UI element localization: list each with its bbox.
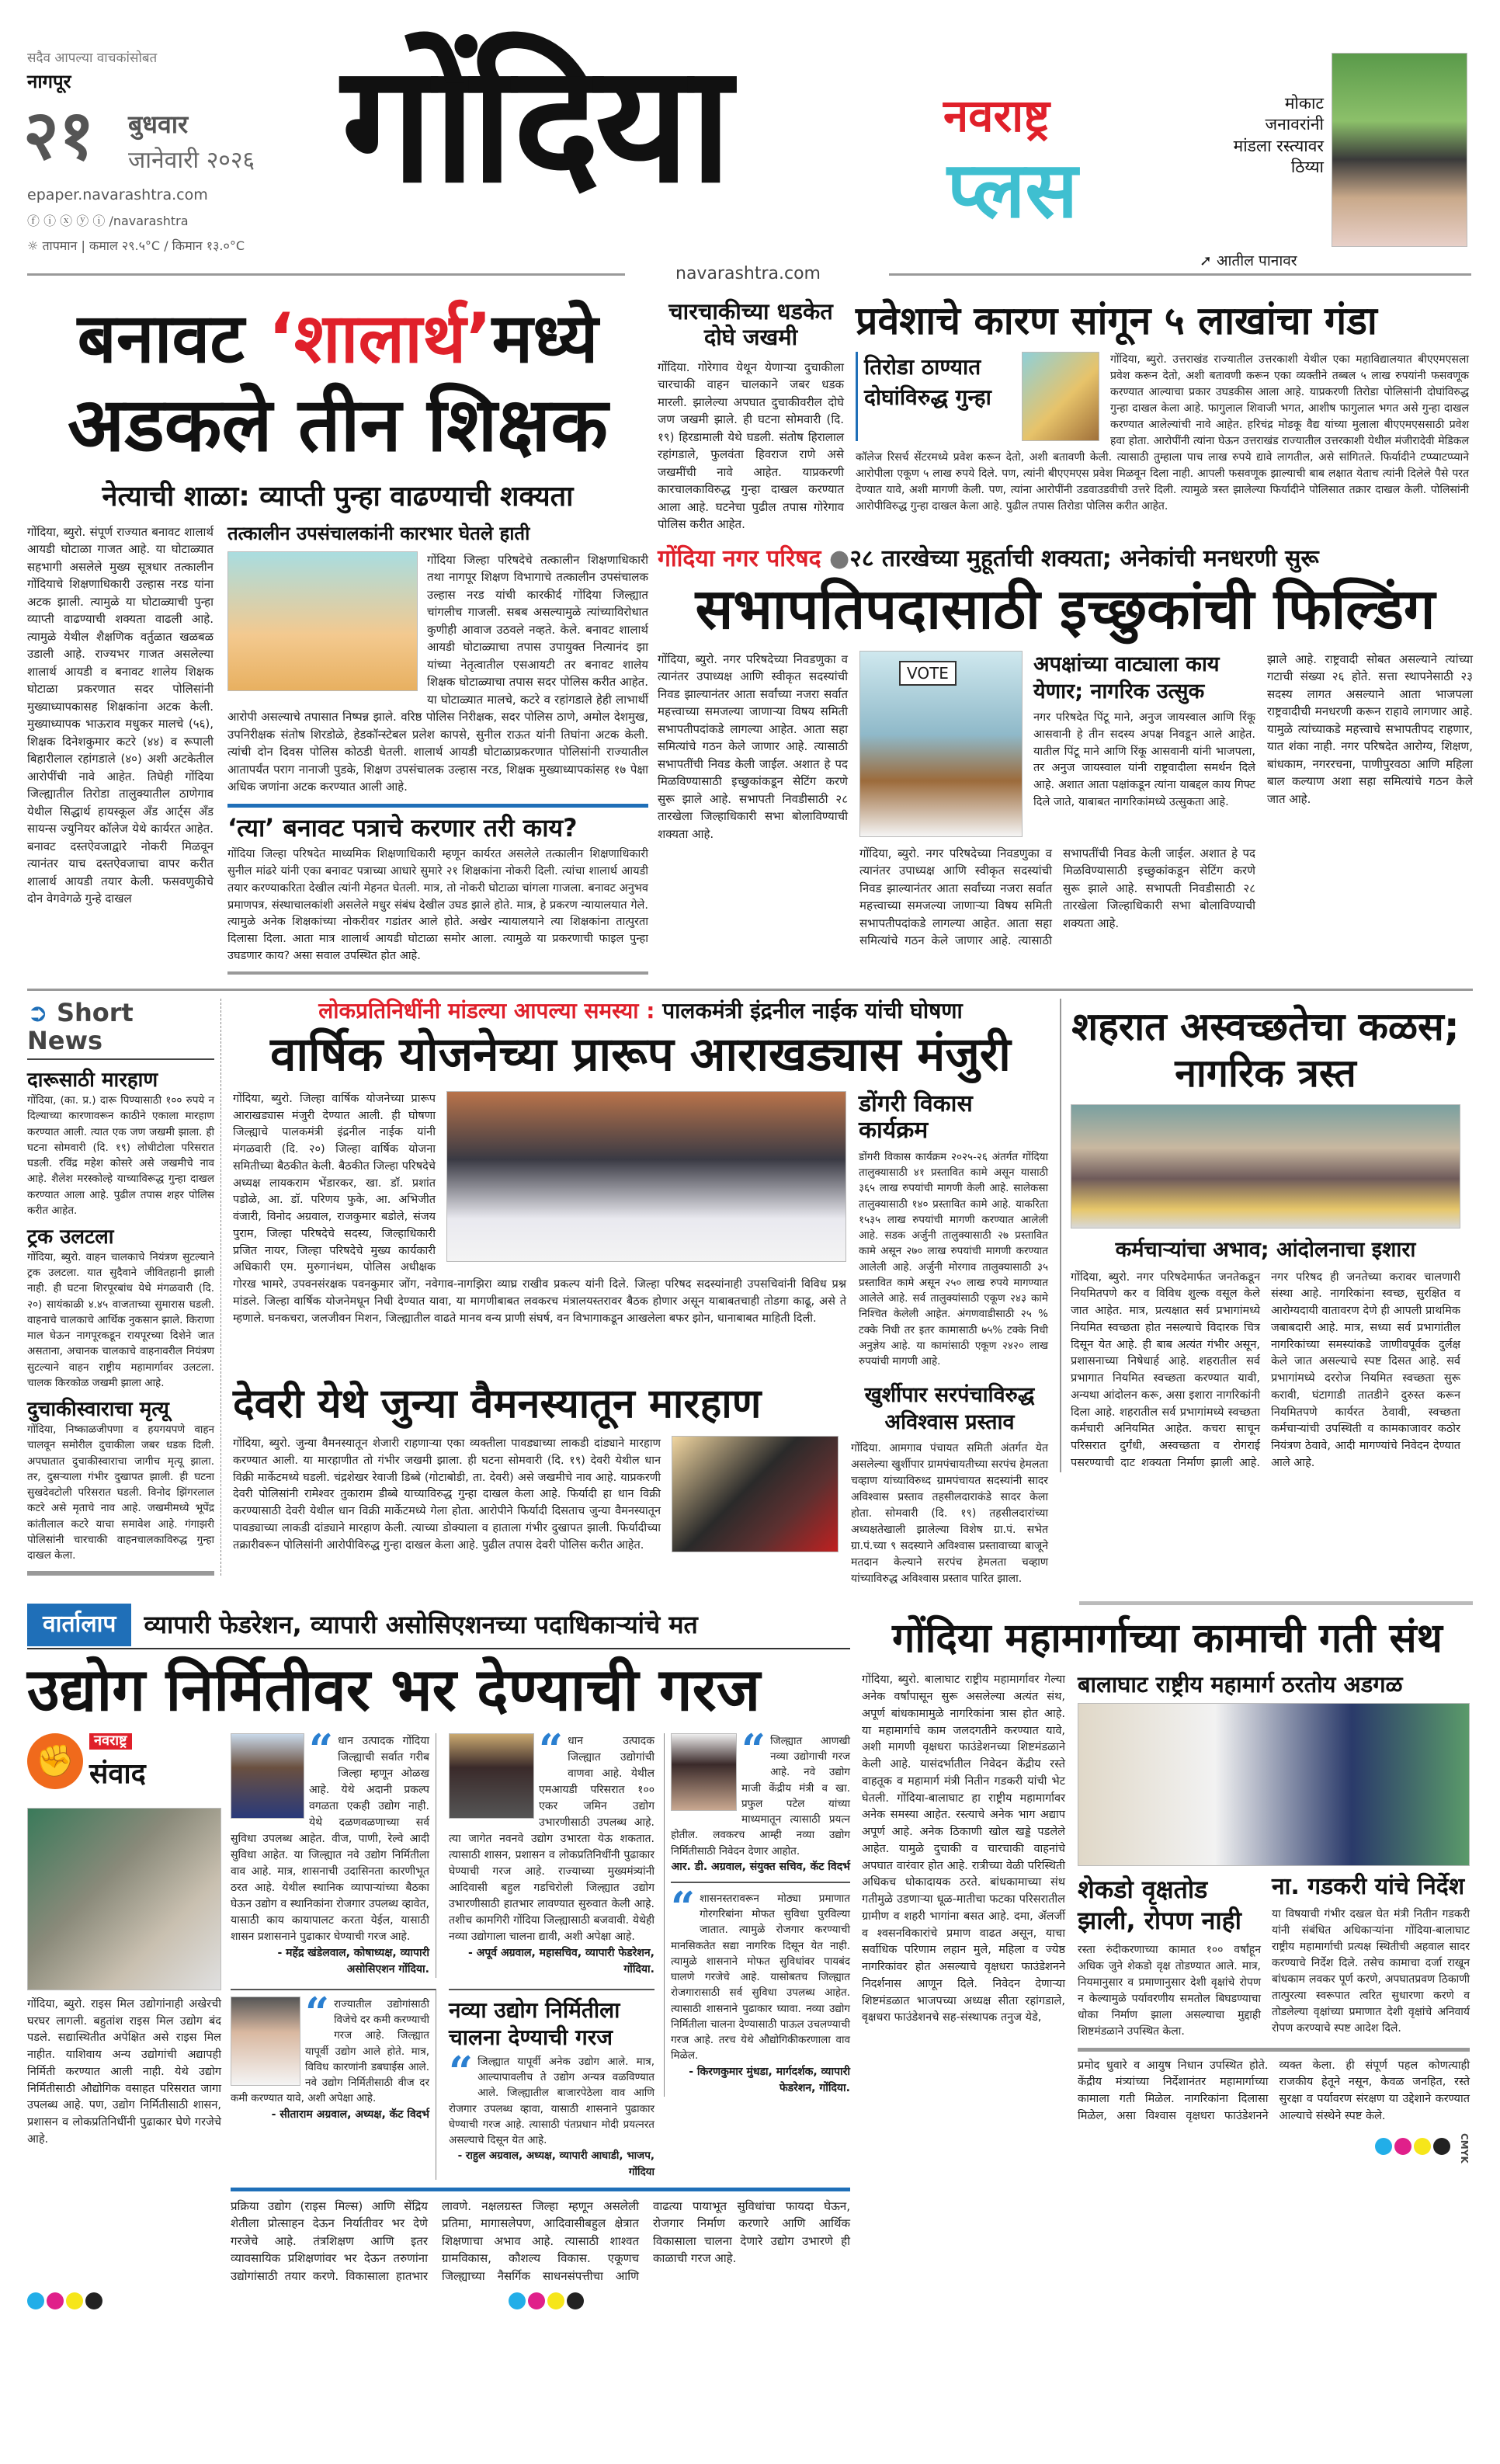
- council-story: [658, 546, 1473, 950]
- quote-card: [671, 1882, 850, 2097]
- quote-box-new-industry: [449, 1989, 655, 2180]
- highway-top-rule: [1079, 1601, 1473, 1605]
- quote-card: [231, 1724, 436, 1978]
- portrait: [231, 1733, 304, 1819]
- industry-bottom-body: प्रक्रिया उद्योग (राइस मिल्स) आणि सेंद्रिय शेतीला प्रोत्साहन देऊन निर्यातीवर भर देणे गरजेचे आहे. तंत्रशिक्षण आणि इतर व्यावसायिक प्रशिक्षणांवर भर देऊन तरुणांना उद्योगांसाठी तयार करणे. विकासाला हातभार लावणे. नक्षलग्रस्त जिल्हा म्हणून असलेली प्रतिमा, मागासलेपण, आदिवासीबहुल क्षेत्रात शिक्षणाचा अभाव आहे. त्यासाठी शाश्वत ग्रामविकास, कौशल्य विकास. एकूणच जिल्ह्याच्या नैसर्गिक साधनसंपत्तीचा आणि वाढत्या पायाभूत सुविधांचा फायदा घेऊन, रोजगार निर्माण करणारे आणि आर्थिक विकासाला चालना देणारे उद्योग उभारणे ही काळाची गरज आहे.: [231, 2198, 850, 2283]
- lead-story: [27, 299, 648, 975]
- lead-inset-head: तत्कालीन उपसंचालकांनी कारभार घेतले हाती: [227, 522, 530, 544]
- gadkari-meeting-photo: [1078, 1703, 1470, 1866]
- quote-text: राज्यातील उद्योगांसाठी विजेचे दर कमी करण्याची गरज आहे. जिल्ह्यात यापूर्वी उद्योग आले होते. मात्र, विविध कारणांनी डबघाईस आले. नवे उद्योग निर्मितीसाठी वीज दर कमी करण्यात यावे, अशी अपेक्षा आहे.: [231, 1997, 429, 2105]
- arrow-icon: ➚: [1200, 252, 1217, 269]
- highway-dots-row: [1078, 2133, 1470, 2163]
- industry-headline: उद्योग निर्मितीवर भर देण्याची गरज: [27, 1655, 761, 1725]
- cleanliness-story: [1060, 999, 1464, 1472]
- social-icons: ⓕ ⓘ ⓧ ⓨ ⓘ: [27, 214, 109, 228]
- logo-plus: प्लस: [947, 144, 1078, 235]
- weather-label: तापमान: [42, 238, 78, 253]
- right-stack: [658, 299, 1473, 950]
- vartalap-tag: वार्तालाप: [27, 1604, 131, 1646]
- devri-khurshipar-row: [233, 1381, 1048, 1587]
- industry-right: [664, 1724, 850, 2097]
- quote-card: [231, 1989, 436, 2180]
- bullet-icon: ●: [829, 544, 850, 572]
- quote-author: - राहुल अग्रवाल, अध्यक्ष, व्यापारी आघाडी, भाजप, गोंदिया: [457, 2149, 655, 2178]
- logo-navarashtra: नवराष्ट्र: [943, 89, 1050, 142]
- quote-author: - सीताराम अग्रवाल, अध्यक्ष, कॅट विदर्भ: [271, 2108, 429, 2121]
- short-news-item[interactable]: [27, 1069, 214, 1218]
- highway-headline: गोंदिया महामार्गाच्या कामाची गती संथ: [892, 1615, 1443, 1663]
- box-body: जिल्ह्यात यापूर्वी अनेक उद्योग आले. मात्र, आल्यापावलीच ते उद्योग अन्यत्र वळविण्यात आले. जिल्ह्यातील बाजारपेठेला वाव आणि रोजगार उपलब्ध व्हावा, यासाठी शासनाने पुढाकार घेण्याची गरज आहे. त्यासाठी पंतप्रधान मोदी प्रयत्नरत असल्याचे दिसून येत आहे.: [449, 2055, 655, 2147]
- arrow-circle-icon: ➲: [27, 997, 57, 1027]
- dot-black: [85, 2292, 102, 2309]
- industry-kicker: व्यापारी फेडरेशन, व्यापारी असोसिएशनच्या पदाधिकाऱ्यांचे मत: [144, 1610, 698, 1640]
- council-side-body: नगर परिषदेत पिंटू माने, अनुज जायस्वाल आणि रिंकू आसवानी हे तीन सदस्य अपक्ष निवडून आले आहेत. यातील पिंटू माने आणि रिंकू आसवानी यांनी भाजपला, तर अनुज जायस्वाल यांनी राष्ट्रवादीला समर्थन दिले आहे. अशात आता पक्षांकडून त्यांना याबद्दल काय गिफ्ट दिले जाते, याबाबत नागरिकांमध्ये उत्सुकता आहे.: [1033, 711, 1255, 808]
- short-news-item[interactable]: [27, 1399, 214, 1563]
- plan-body: गोंदिया, ब्युरो. जिल्हा वार्षिक योजनेच्या प्रारूप आराखड्यास मंजुरी देण्यात आली. ही घोषणा जिल्ह्याचे पालकमंत्री इंद्रनील नाईक यांनी मंगळवारी (दि. २०) जिल्हा वार्षिक योजना समितीच्या बैठकीत केली. बैठकीत जिल्हा परिषदेचे अध्यक्ष लायकराम भेंडारकर, खा. डॉ. प्रशांत पडोळे, आ. डॉ. परिणय फुके, आ. अभिजीत वंजारी, विनोद अग्रवाल, राजकुमार बडोले, संजय पुराम, जिल्हा परिषदेचे सदस्य, जिल्हाधिकारी प्रजित नायर, जिल्हा परिषदेचे मुख्य कार्यकारी अधिकारी एम. मुरुगानंथम, पोलिस अधीक्षक गोरख भामरे, उपवनसंरक्षक पवनकुमार जोंग, नवेगाव-नागझिरा व्याघ्र राखीव प्रकल्प यांनी दिले. जिल्हा परिषद सदस्यांनाही उपसचिवांनी विविध प्रश्न मांडले. जिल्हा वार्षिक योजनेमधून निधी देण्यात यावा, या मागणीबाबत लवकरच मंत्रालयस्तरावर बैठक होणार असून याबाबतचाही तोडगा काढू, असे ते म्हणाले. घनकचरा, जलजीवन मिशन, जिल्ह्यातील वाढते मानव वन्य प्राणी संघर्ष, वन विभागाकडून आखलेला बफर झोन, धानाबाबत माहिती दिली.: [233, 1092, 846, 1325]
- highway-bottom-body: प्रमोद धुवारे व आयुष निधान उपस्थित होते. केंद्रीय मंत्र्यांच्या निर्देशानंतर महामार्गाच्या कामाला गती मिळेल. नागरिकांना दिलासा मिळेल, असा विश्वास वृक्षधरा फाउंडेशनने व्यक्त केला. ही संपूर्ण पहल कोणत्याही राजकीय हेतूने नसून, केवळ जनहित, रस्ते सुरक्षा व पर्यावरण संरक्षण या उद्देशाने करण्यात आल्याचे संस्थेने स्पष्ट केले.: [1078, 2059, 1470, 2122]
- quote-text: जिल्ह्यात आणखी नव्या उद्योगाची गरज आहे. नवे उद्योग माजी केंद्रीय मंत्री व खा. प्रफुल पटेल यांच्या माध्यमातून त्यासाठी प्रयत्न होतील. लवकरच आम्ही नव्या उद्योग निर्मितीसाठी निवेदन देणार आहोत.: [671, 1734, 850, 1858]
- quote-text: धान उत्पादक गोंदिया जिल्ह्याची सर्वात गरीब जिल्हा म्हणून ओळख आहे. येथे अदानी प्रकल्प वगळता एकही उद्योग नाही. येथे दळणवळणाच्या सर्व सुविधा उपलब्ध आहेत. वीज, पाणी, रेल्वे आदी सुविधा आहेत. या जिल्ह्यात नवे उद्योग निर्मितीला वाव आहे. मात्र, शासनाची उदासिनता कारणीभूत ठरत आहे. येथील स्थानिक व्यापाऱ्यांच्या बैठका घेऊन उद्योग व स्थानिकांना रोजगार उपलब्ध व्हावेत, यासाठी काय कायापालट करता येईल, यासाठी शासन प्रशासनाने पुढाकार घेण्याची गरज आहे.: [231, 1734, 429, 1943]
- highway-right: [1078, 1672, 1470, 2163]
- accident-story: [658, 299, 844, 533]
- portrait: [449, 1733, 534, 1819]
- dot-cyan: [1375, 2138, 1392, 2155]
- accident-headline: चारचाकीच्या धडकेत दोघे जखमी: [668, 298, 833, 351]
- temperature: कमाल २९.५°C / किमान १३.०°C: [89, 238, 245, 253]
- clean-photo: [1071, 1104, 1460, 1229]
- gadkari-headline: ना. गडकरी यांचे निर्देश: [1272, 1872, 1465, 1900]
- vote-sign: VOTE: [899, 661, 957, 686]
- city: नागपूर: [27, 71, 71, 92]
- short-news-item[interactable]: [27, 1226, 214, 1391]
- lead-headline: बनावट ‘शालार्थ’मध्ये: [77, 298, 599, 378]
- epaper-link[interactable]: epaper.navarashtra.com: [27, 186, 208, 203]
- quote-card: [449, 1724, 655, 1978]
- plan-story: [233, 999, 1048, 1370]
- council-kicker: गोंदिया नगर परिषद ●२८ तारखेच्या मुहूर्ताची शक्यता; अनेकांची मनधरणी सुरू: [658, 544, 1319, 572]
- quote-author: - किरणकुमार मुंधडा, मार्गदर्शक, व्यापारी फेडरेशन, गोंदिया.: [689, 2065, 850, 2094]
- council-cartoon: [859, 651, 1023, 837]
- council-side: [1033, 651, 1255, 811]
- council-body-2: झाले आहे. राष्ट्रवादी सोबत असल्याने त्यांच्या गटाची संख्या २६ होते. सत्ता स्थापनेसाठी २३ सदस्य लागत असल्याने आता भाजपला राष्ट्रवादीची मनधरणी करून राहावे लागणार आहे. यामुळे त्यांच्याकडे महत्त्वाचे सभापतीपद राहणार, यात शंका नाही. नगर परिषदेत आरोग्य, शिक्षण, बांधकाम, नगररचना, पाणीपुरवठा आणि महिला बाल कल्याण अशा सहा समित्यांचे गठन केले जात आहे.: [1267, 652, 1473, 806]
- devri-body-wrap: [233, 1436, 839, 1557]
- quote-mark-icon: “: [305, 1987, 330, 2038]
- short-news-body: गोंदिया, (का. प्र.) दारू पिण्यासाठी १०० रुपये न दिल्याच्या कारणावरून काठीने एकाला मारहाण करण्यात आली. त्यात एक जण जखमी झाला. ही घटना सोमवारी (दि. १९) लोधीटोला परिसरात घडली. रविंद्र महेश कोसरे असे जखमीचे नाव आहे. शैलेश मरस्कोल्हे याच्याविरूद्ध गुन्हा दाखल करण्यात आला आहे. पुढील तपास शहर पोलिस करीत आहेत.: [27, 1094, 214, 1217]
- khurshipar-headline: खुर्शीपार सरपंचाविरुद्ध अविश्वास प्रस्ताव: [864, 1383, 1035, 1435]
- council-columns: [658, 651, 1473, 950]
- teaser-text[interactable]: मोकाट जनावरांनी मांडला रस्त्यावर ठिय्या: [1233, 94, 1324, 176]
- council-body-3: गोंदिया, ब्युरो. नगर परिषदेच्या निवडणुका व त्यानंतर उपाध्यक्ष आणि स्वीकृत सदस्यांची निवड झाल्यानंतर आता सर्वांच्या नजरा सर्वात महत्त्वाच्या समजल्या जाणाऱ्या विषय समिती सभापतीपदांकडे लागल्या आहेत. आता सहा समित्यांचे गठन केले जाणार आहे. त्यासाठी सभापतींची निवड केली जाईल. अशात हे पद मिळविण्यासाठी इच्छुकांकडून सेटिंग करणे सुरू झाले आहे. सभापती निवडीसाठी २८ तारखेला जिल्हाधिकारी सभा बोलाविण्याची शक्यता आहे.: [859, 846, 1255, 948]
- teaser-author: ➚ आतील पानावर: [1200, 252, 1297, 269]
- short-news-headline: दुचाकीस्वाराचा मृत्यू: [27, 1398, 169, 1422]
- industry-divider: [231, 2188, 850, 2191]
- registration-dots-row: [27, 2292, 586, 2313]
- dot-magenta: [528, 2292, 545, 2309]
- highway-body: गोंदिया, ब्युरो. बालाघाट राष्ट्रीय महामार्गावर गेल्या अनेक वर्षांपासून सुरू असलेल्या अत्यंत संथ, अपूर्ण बांधकामामुळे नागरिकांना त्रास होत आहे. या महामार्गाचे काम जलदगतीने करण्यात यावे, अशी मागणी वृक्षधरा फाउंडेशनच्या शिष्टमंडळाने केली आहे. यासंदर्भातील निवेदन केंद्रीय रस्ते वाहतूक व महामार्ग मंत्री नितीन गडकरी यांची भेट घेतली. गोंदिया-बालाघाट हा राष्ट्रीय महामार्गावर अनेक समस्या आहेत. रस्त्याचे अनेक भाग अद्याप अपूर्ण आहे. अनेक ठिकाणी खोल खड्डे पडलेले आहेत. यामुळे दुचाकी व चारचाकी वाहनांचे अपघात वारंवार होत आहे. रात्रीच्या वेळी परिस्थिती अधिकच धोकादायक ठरते. बांधकामाच्या संथ गतीमुळे उडणाऱ्या धूळ-मातीचा फटका परिसरातील ग्रामीण व शहरी भागांना बसत आहे. दमा, ॲलर्जी व श्वसनविकारांचे प्रमाण वाढत असून, याचा सर्वाधिक परिणाम लहान मुले, महिला व ज्येष्ठ नागरिकांवर होत असल्याचे वृक्षधरा फाउंडेशनने निदर्शनास आणून दिले. निवेदन देणाऱ्या शिष्टमंडळात भाजपच्या अध्यक्ष सीता रहांगडाले, वृक्षधरा फाउंडेशनचे सह-संस्थापक तनुज येडे,: [862, 1673, 1065, 2024]
- short-news-bottom-rule: [27, 1571, 214, 1576]
- fraud-story: [856, 299, 1469, 515]
- devri-headline: देवरी येथे जुन्या वैमनस्यातून मारहाण: [233, 1381, 762, 1428]
- row-middle: [27, 989, 1473, 1588]
- plan-meeting-photo: [446, 1091, 846, 1262]
- accident-body: गोंदिया. गोरेगाव येथून येणाऱ्या दुचाकीला चारचाकी वाहन चालकाने जबर धडक मारली. झालेल्या अपघात दुचाकीवरील दोघे जण जखमी झाले. ही घटना सोमवारी (दि. १९) हिरडामाली येथे घडली. संतोष हिरालाल रहांगडाले, फुलवंता हिवराज राणे असे जखमींची नावे आहेत. याप्रकरणी कारचालकाविरुद्ध गुन्हा दाखल करण्यात आला आहे. घटनेचा पुढील तपास गोरेगाव पोलिस करीत आहेत.: [658, 360, 844, 532]
- dot-black: [1433, 2138, 1450, 2155]
- short-news-headline: ट्रक उलटला: [27, 1225, 114, 1249]
- trees-body: रस्ता रुंदीकरणाच्या कामात १०० वर्षांहून अधिक जुने शेकडो वृक्ष तोडण्यात आले. मात्र, नियमानुसार व प्रमाणानुसार देशी वृक्षांचे रोपण न केल्यामुळे पर्यावरणीय समतोल बिघडण्याचा धोका निर्माण झाला असल्याचा मुद्दाही शिष्टमंडळाने उपस्थित केला.: [1078, 1943, 1261, 2038]
- dot-yellow: [66, 2292, 83, 2309]
- lead-body-2: गोंदिया जिल्हा परिषदेचे तत्कालीन शिक्षणाधिकारी तथा नागपूर शिक्षण विभागाचे तत्कालीन उपसंचालक उल्हास नरड यांची कारकीर्द गोंदिया जिल्ह्यात चांगलीच गाजली. सबब असल्यामुळे त्यांच्याविरोधात कुणीही आवाज उठवले नव्हते. केले. बनावट शालार्थ आयडी घोटाळ्याचा तपास उपायुक्त नित्यानंद झा यांच्या नेतृत्वातील एसआयटी तर बनावट शालेय शिक्षक घोटाळ्याचा तपास सदर पोलिस करीत आहेत. या घोटाळ्यात मालचे, कटरे व रहांगडाले हेही लाभार्थी आरोपी असल्याचे तपासात निष्पन्न झाले. वरिष्ठ पोलिस निरीक्षक, सदर पोलिस ठाणे, अमोल देशमुख, उपनिरीक्षक संतोष शिरडोळे, हेडकॉन्स्टेबल प्रलेश कापसे, सुनील राऊत यांनी तिघांना अटक केली. त्यांची दोन दिवस पोलिस कोठडी घेतली. शालार्थ आयडी घोटाळाप्रकरणात पोलिसांनी राज्यातील आतापर्यंत पराग नानाजी पुडके, शिक्षण उपसंचालक उल्हास नरड, शिक्षक मुख्याध्यापकांसह १७ पेक्षा अधिक जणांना अटक करण्यात आली आहे.: [227, 552, 648, 794]
- registration-dots: [27, 2292, 105, 2313]
- highway-story: [862, 1601, 1473, 2163]
- lead-right-column: [227, 523, 648, 975]
- industry-kicker-row: [27, 1601, 850, 1649]
- lead-illustration-teachers: [227, 551, 418, 691]
- samvad-brand: नवराष्ट्र: [89, 1733, 132, 1750]
- quote-text: धान उत्पादक जिल्ह्यात उद्योगांची वाणवा आहे. येथील एमआयडी परिसरात १०० एकर जमिन उद्योग उभारणीसाठी उपलब्ध आहे. त्या जागेत नवनवे उद्योग उभारता येऊ शकतात. त्यासाठी शासन, प्रशासन व लोकप्रतिनिधींनी पुढाकार घेण्याची गरज आहे. राज्याच्या मुख्यमंत्र्यांनी आदिवासी बहुल गडचिरोली जिल्ह्यात उद्योग उभारणीसाठी हातभार लावण्यात सुरुवात केली आहे. तशीच कामगिरी गोंदिया जिल्ह्यासाठी बजवावी. येथेही नव्या उद्योगाला चालना द्यावी, अशी अपेक्षा आहे.: [449, 1734, 655, 1943]
- industry-body: गोंदिया, ब्युरो. राइस मिल उद्योगांनाही अखेरची घरघर लागली. बहुतांश राइस मिल उद्योग बंद पडले. सद्यास्थितीत अपेक्षित असे राइस मिल नाहीत. याशिवाय अन्य उद्योगांची अद्यापही निर्मिती करण्यात आली नाही. येथे उद्योग निर्मितीसाठी औद्योगिक वसाहत परिसरात जागा उपलब्ध आहे. पण, उद्योग निर्मितीसाठी शासन, प्रशासन व लोकप्रतिनिधींनी पुढाकार घेणे गरजेचे आहे.: [27, 1997, 221, 2146]
- plan-side-body: डोंगरी विकास कार्यक्रम २०२५-२६ अंतर्गत गोंदिया तालुक्यासाठी ४१ प्रस्तावित कामे असून यासाठी ३६५ लाख रुपयांची मागणी केली आहे. सालेकसा तालुक्यासाठी १४० प्रस्तावित कामे आहे. याकरिता १५३५ लाख रुपयांची मागणी करण्यात आलेली आहे. सडक अर्जुनी तालुक्यासाठी २७ प्रस्तावित कामे असून २७० लाख रुपयांची मागणी करण्यात आलेली आहे. अर्जुनी मोरगाव तालुक्यासाठी ३५ प्रस्तावित कामे असून २५० लाख रुपये मागण्यात आलेले आहे. सर्व तालुक्यांसाठी एकूण २४३ कामे निश्चित केलेली आहेत. अंगणवाडीसाठी २५ % टक्के निधी तर इतर कामासाठी ७५% टक्के निधी अनुज्ञेय आहे. या कामांसाठी एकूण २४२० लाख रुपयांची मागणी आहे.: [859, 1150, 1048, 1368]
- dot-magenta: [47, 2292, 64, 2309]
- month-year: जानेवारी २०२६: [128, 147, 255, 174]
- fake-letter-box: [227, 814, 648, 975]
- council-side-headline: अपक्षांच्या वाट्याला काय येणार; नागरिक उत्सुक: [1033, 652, 1220, 704]
- dot-black: [567, 2292, 584, 2309]
- devri-story: [233, 1381, 839, 1557]
- gadkari-body: या विषयाची गंभीर दखल घेत मंत्री नितीन गडकरी यांनी संबंधित अधिकाऱ्यांना गोंदिया-बालाघाट राष्ट्रीय महामार्गाची प्रत्यक्ष स्थितीची अहवाल सादर करण्याचे निर्देश दिले. तसेच कामाचा दर्जा राखून बांधकाम लवकर पूर्ण करणे, अपघातप्रवण ठिकाणी तात्पुरत्या स्वरूपात त्वरित सुधारणा करणे व तोडलेल्या वृक्षांच्या प्रमाणात देशी वृक्षांचे अनिवार्य रोपण करण्याचे स्पष्ट आदेश दिले.: [1272, 1908, 1470, 2035]
- short-news-body: गोंदिया, ब्युरो. वाहन चालकाचे नियंत्रण सुटल्याने ट्रक उलटला. यात सुदैवाने जीवितहानी झाली नाही. ही घटना शिरपूरबांध येथे मंगळवारी (दि. २०) सायंकाळी ४.४५ वाजताच्या सुमारास घडली. वाहनाचे चालकाचे आर्थिक नुकसान झाले. किराणा माल घेऊन नागपूरकडून रायपूरच्या दिशेने जात असताना, अचानक चालकाचे वाहनावरील नियंत्रण सुटल्याने वाहन राष्ट्रीय महामार्गावर उलटला. चालक किरकोळ जखमी झाला आहे.: [27, 1250, 214, 1389]
- portrait: [231, 1997, 300, 2086]
- assault-illustration: [672, 1436, 839, 1552]
- lead-subhead: नेत्याची शाळा: व्याप्ती पुन्हा वाढण्याची शक्यता: [102, 480, 574, 513]
- dot-magenta: [1394, 2138, 1411, 2155]
- lead-columns: [27, 523, 648, 975]
- dot-cyan: [509, 2292, 526, 2309]
- highway-columns: [862, 1672, 1473, 2163]
- weather: ☼ तापमान | कमाल २९.५°C / किमान १३.०°C: [27, 238, 245, 253]
- masthead-rule-left: [27, 273, 625, 276]
- portrait: [671, 1733, 737, 1811]
- highway-sub-row: [1078, 1874, 1470, 2040]
- council-headline: सभापतिपदासाठी इच्छुकांची फिल्डिंग: [695, 576, 1436, 642]
- social-links[interactable]: [27, 211, 189, 229]
- quote-mark-icon: “: [741, 1724, 766, 1774]
- fraud-body: गोंदिया, ब्युरो. उत्तराखंड राज्यातील उत्तरकाशी येथील एका महाविद्यालयात बीएएमएसला प्रवेश करून देतो, अशी बतावणी करून एका व्यक्तीने तब्बल ५ लाख रुपयांनी फसवणूक करण्यात आल्याचा प्रकार उघडकीस आला आहे. याप्रकरणी तिरोडा पोलिसांनी दोघांविरुद्ध गुन्हा दाखल केला आहे. फागुलाल शिवाजी भगत, आशीष फागुलाल भगत असे गुन्हा दाखल करण्यात आलेल्यांची नावे आहेत. हरिचंद्र मोडकू वैद्य यांच्या मुलाला बीएएमएससाठी प्रवेश हवा होता. आरोपींनी त्यांना घेऊन उत्तराखंड राज्यातील उत्तरकाशी येथील मंजीरादेवी मेडिकल कॉलेज रिसर्च सेंटरमध्ये प्रवेश करून देतो, अशी बतावणी केली. त्यासाठी तुम्हाला पाच लाख रुपये द्यावे लागतील, असे सांगितले. फिर्यादीने टप्प्याटप्प्याने आरोपीला एकूण ५ लाख रुपये दिले. पण, त्यांनी बीएएमएस प्रवेश मिळवून दिला नाही. आपली फसवणूक झाल्याची बाब लक्षात येताच त्यांनी दिलेले पैसे परत देण्यात यावे, अशी मागणी केली. पण, त्यांना आरोपींनी उडवाउडवीची उत्तरे दिली. त्यामुळे त्रस्त झालेल्या फिर्यादीने पोलिसात तक्रार दाखल केली. पोलिसांनी आरोपीविरुद्ध गुन्हा दाखल केला आहे. पुढील तपास तिरोडा पोलिस करीत आहेत.: [856, 353, 1469, 513]
- quote-author: आर. डी. अग्रवाल, संयुक्त सचिव, कॅट विदर्भ: [671, 1860, 850, 1873]
- gadkari-sub: [1272, 1874, 1470, 2038]
- registration-dots: [509, 2292, 586, 2313]
- dot-yellow: [1414, 2138, 1431, 2155]
- trees-sub: [1078, 1874, 1261, 2040]
- right-top-row: [658, 299, 1473, 533]
- quote-mark-icon: “: [309, 1724, 334, 1774]
- short-news: [27, 999, 221, 1576]
- middle-stack: [233, 999, 1048, 1588]
- clean-body: गोंदिया, ब्युरो. नगर परिषदेमार्फत जनतेकडून नियमितपणे कर व विविध शुल्क वसूल केले जात आहेत. मात्र, प्रत्यक्षात सर्व प्रभागांमध्ये नियमित स्वच्छता होत नसल्याचे विदारक चित्र दिसून येत आहे. ही बाब अत्यंत गंभीर असून, प्रशासनाच्या निषेधार्ह आहे. शहरातील सर्व प्रभागात नियमित स्वच्छता करण्यात यावी, अन्यथा आंदोलन करू, असा इशारा नागरिकांनी दिला आहे. शहरातील सर्व प्रभागांमध्ये स्वच्छता कर्मचारी अनियमित आहेत. कचरा साचून परिसरात दुर्गंधी, अस्वच्छता व रोगराई पसरण्याची दाट शक्यता निर्माण झाली आहे. नगर परिषद ही जनतेच्या करावर चालणारी संस्था आहे. नागरिकांना स्वच्छ, सुरक्षित व आरोग्यदायी वातावरण देणे ही आपली प्राथमिक जबाबदारी आहे. मात्र, सध्या सर्व प्रभागांतील नागरिकांच्या समस्यांकडे जाणीवपूर्वक दुर्लक्ष केले जात असल्याचे स्पष्ट दिसत आहे. सर्व प्रभागांमध्ये दररोज नियमित स्वच्छता सुरू करावी, घंटागाडी तातडीने दुरुस्त करून नियमितपणे कार्यरत ठेवावी, स्वच्छता कर्मचाऱ्यांची उपस्थिती व कामकाजावर कठोर नियंत्रण ठेवावे, आदी मागण्यांचे निवेदन देण्यात आले आहे.: [1071, 1270, 1460, 1469]
- highway-photo-headline: बालाघाट राष्ट्रीय महामार्ग ठरतोय अडगळ: [1078, 1671, 1403, 1698]
- council-cartoon-row: [859, 651, 1255, 837]
- short-news-headline: दारूसाठी मारहाण: [27, 1069, 158, 1093]
- fraud-headline: प्रवेशाचे कारण सांगून ५ लाखांचा गंडा: [856, 298, 1377, 343]
- khurshipar-body: गोंदिया. आमगाव पंचायत समिती अंतर्गत येत असलेल्या खुर्शीपार ग्रामपंचायतीच्या सरपंच हेमलता चव्हाण यांच्याविरुध्द ग्रामपंचायत सदस्यांनी सादर अविश्वास प्रस्ताव तहसीलदाराकंडे सादर केला होता. सोमवारी (दि. १९) तहसीलदारांच्या अध्यक्षतेखाली झालेल्या विशेष ग्रा.पं. सभेत ग्रा.पं.च्या ९ सदस्याने अविश्वास प्रस्तावाच्या बाजूने मतदान केल्याने सरपंच हेमलता चव्हाण यांच्याविरुद्ध अविश्वास प्रस्ताव पारित झाला.: [851, 1442, 1048, 1586]
- short-news-body: गोंदिया, निष्काळजीपणा व हयगयपणे वाहन चालवून समोरील दुचाकीला जबर धडक दिली. अपघातात दुचाकीस्वाराचा जागीच मृत्यू झाला. तर, दुसऱ्याला गंभीर दुखापत झाली. ही घटना सुखदेवटोली परिसरात घडली. विनोद झिंगरलाल कटरे असे मृताचे नाव आहे. जखमीमध्ये भूपेंद्र कांतीलाल कटरे याचा समावेश आहे. गंगाझरी पोलिसांनी चारचाकी वाहनचालकाविरुद्ध गुन्हा दाखल केला.: [27, 1423, 214, 1562]
- date-day: २१: [23, 95, 95, 175]
- lead-body-2-wrap: [227, 551, 648, 796]
- clean-subhead: कर्मचाऱ्यांचा अभाव; आंदोलनाचा इशारा: [1115, 1237, 1416, 1262]
- social-handle: /navarashtra: [109, 214, 189, 228]
- fraud-float: [856, 352, 1099, 441]
- quote-mark-icon: “: [539, 1724, 564, 1774]
- row-top-stories: [27, 299, 1473, 975]
- plan-body-wrap: [233, 1091, 846, 1328]
- dot-yellow: [547, 2292, 564, 2309]
- weekday: बुधवार: [128, 109, 189, 139]
- lead-divider: [227, 804, 648, 808]
- sun-cloud-icon: ☼: [27, 238, 43, 253]
- cmyk-mark: CMYK: [1459, 2132, 1470, 2163]
- fraud-cartoon: [1022, 352, 1099, 441]
- lead-headline-2: अडकले तीन शिक्षक: [68, 381, 608, 469]
- khurshipar-story: [851, 1381, 1048, 1587]
- tagline: सदैव आपल्या वाचकांसोबत: [27, 50, 158, 66]
- samvad-title: संवाद: [89, 1757, 146, 1790]
- teaser-photo-cattle: [1332, 53, 1467, 247]
- box-headline: ‘त्या’ बनावट पत्राचे करणार तरी काय?: [227, 812, 578, 843]
- industry-left: [27, 1733, 221, 2149]
- short-news-title: ➲ Short News: [27, 999, 214, 1061]
- quote-mark-icon: “: [671, 1882, 696, 1932]
- council-body: गोंदिया, ब्युरो. नगर परिषदेच्या निवडणुका व त्यानंतर उपाध्यक्ष आणि स्वीकृत सदस्यांची निवड झाल्यानंतर आता सर्वांच्या नजरा सर्वात महत्त्वाच्या समजल्या जाणाऱ्या विषय समिती सभापतीपदांकडे लागल्या आहेत. आता सहा समित्यांचे गठन केले जाणार आहे. त्यासाठी सभापतींची निवड केली जाईल. अशात हे पद मिळविण्यासाठी इच्छुकांकडून सेटिंग करणे सुरू झाले आहे. सभापती निवडीसाठी २८ तारखेला जिल्हाधिकारी सभा बोलाविण्याची शक्यता आहे.: [658, 652, 848, 841]
- lead-body: गोंदिया, ब्युरो. संपूर्ण राज्यात बनावट शालार्थ आयडी घोटाळा गाजत आहे. या घोटाळ्यात सहभागी असलेले मुख्य सूत्रधार तत्कालीन गोंदियाचे शिक्षणाधिकारी उल्हास नरड यांना अटक झाली. त्यामुळे या घोटाळ्याची पुन्हा व्याप्ती वाढण्याची शक्यता वाढली आहे. त्यामुळे येथील शैक्षणिक वर्तुळात खळबळ उडाली आहे. राज्यभर गाजत असलेल्या शालार्थ आयडी व बनावट शालेय शिक्षक घोटाळा प्रकरणात सदर पोलिसांनी मुख्याध्यापकासह शिक्षकांना अटक केली. मुख्याध्यापक भाऊराव मधुकर मालचे (५६), शिक्षक दिनेशकुमार कटरे (४४) व रूपाली बिहारीलाल रहांगडाले (४०) अशी अटकेतील आरोपींची नावे आहेत. तिघेही गोंदिया जिल्ह्यातील तिरोडा तालुक्यातील ठाणेगाव येथील सिद्धार्थ हायस्कूल अँड आर्ट्स अँड सायन्स ज्युनियर कॉलेज येथे कार्यरत आहेत. बनावट दस्तऐवजाद्वारे नोकरी मिळवून त्यानंतर याच दस्तऐवजाचा वापर करीत शालार्थ आयडी तयार केली. फसवणुकीचे दोन वेगवेगळे गुन्हे दाखल: [27, 524, 214, 906]
- clean-headline: शहरात अस्वच्छतेचा कळस; नागरिक त्रस्त: [1071, 1003, 1460, 1096]
- masthead-rule-right: [889, 273, 1471, 276]
- industry-columns: [27, 1724, 850, 2180]
- plan-columns: [233, 1091, 1048, 1370]
- trees-headline: शेकडो वृक्षतोड झाली, रोपण नाही: [1078, 1874, 1241, 1935]
- plan-headline: वार्षिक योजनेच्या प्रारूप आराखड्यास मंजुरी: [270, 1027, 1011, 1082]
- industry-middle: [231, 1724, 655, 2180]
- row-bottom: [27, 1601, 1473, 2313]
- registration-dots: [1375, 2138, 1453, 2158]
- dot-cyan: [27, 2292, 44, 2309]
- samvad-logo: [27, 1733, 198, 1803]
- highway-divider: [1078, 2048, 1470, 2052]
- council-middle: [859, 651, 1255, 950]
- fraud-subhead: तिरोडा ठाण्यात दोघांविरुद्ध गुन्हा: [856, 352, 1011, 441]
- fraud-body-wrap: [856, 352, 1469, 515]
- plan-side-headline: डोंगरी विकास कार्यक्रम: [859, 1090, 973, 1145]
- industry-story: [27, 1601, 850, 2313]
- quote-text: शासनस्तरावरून मोठ्या प्रमाणात गोरगरिबांना मोफत सुविधा पुरविल्या जातात. त्यामुळे रोजगार करण्याची मानसिकतेत सद्या नागरिक दिसून येत नाही. त्यामुळे शासनाने मोफत सुविधांवर पायबंद घालणे गरजेचे आहे. यासोबतच जिल्ह्यात रोजगारासाठी सर्व सुविधा उपलब्ध आहेत. त्यासाठी शासनाने पुढाकार घ्यावा. नव्या उद्योग निर्मितीला चालना देण्यासाठी पाऊल उचलण्याची गरज आहे. तरच येथे औद्योगिकीकरणाला वाव मिळेल.: [671, 1892, 850, 2063]
- quote-author: - अपूर्व अग्रवाल, महासचिव, व्यापारी फेडरेशन, गोंदिया.: [467, 1946, 655, 1976]
- box-headline: नव्या उद्योग निर्मितीला चालना देण्याची गरज: [449, 1997, 620, 2050]
- quote-mark-icon: “: [449, 2046, 474, 2097]
- rice-mill-photo: [27, 1808, 221, 1990]
- plan-side: [859, 1091, 1048, 1370]
- masthead: [0, 0, 1500, 291]
- quote-author: - महेंद्र खंडेलवाल, कोषाध्यक्ष, व्यापारी असोसिएशन गोंदिया.: [277, 1946, 429, 1976]
- quote-card: [671, 1724, 850, 1883]
- devri-body: गोंदिया, ब्युरो. जुन्या वैमनस्यातून शेजारी राहणाऱ्या एका व्यक्तीला पावड्याच्या लाकडी दांड्याने मारहाण करण्यात आली. या मारहाणीत तो गंभीर जखमी झाला. ही घटना सोमवारी (दि. १९) देवरी येथील धान विक्री मार्केटमध्ये घडली. चंद्रशेखर रेवाजी डिब्बे (गोटाबोडी, ता. देवरी) असे जखमीचे नाव आहे. याप्रकरणी देवरी पोलिसांनी रामेश्वर तुकाराम डीब्बे याच्याविरुद्ध गुन्हा दाखल केला आहे. फिर्यादी हा धान विक्री करण्यासाठी देवरी येथील धान विक्री मार्केटमध्ये गेला होता. आरोपीने फिर्यादी दिसताच जुन्या वैमनस्यातून पावड्याच्या लाकडी दांड्याने मारहाण केली. त्याच्या डोक्याला व हाताला गंभीर दुखापत झाली. फिर्यादीच्या तक्रारीवरून पोलिसांनी आरोपीविरुद्ध गुन्हा दाखल केला आहे. पुढील तपास देवरी पोलिस करीत आहेत.: [233, 1437, 661, 1552]
- box-body: गोंदिया जिल्हा परिषदेत माध्यमिक शिक्षणाधिकारी म्हणून कार्यरत असलेले तत्कालीन शिक्षणाधिकारी सुनील मांढरे यांनी एका बनावट पत्राच्या आधारे सुमारे २१ शिक्षकांना नोकरी दिली. त्यांचा शालार्थ आयडी तयार करण्याकरिता देखील त्यांनी मेहनत घेतली. मात्र, तो नोकरी घोटाळा चांगला गाजला. बनावट अनुभव प्रमाणपत्र, संस्थाचालकांशी असलेले मधुर संबंध देखील उघड झाले होते. मात्र, हे प्रकरण न्यायालयात गेले. त्यामुळे अनेक शिक्षकांच्या नोकरीवर गडांतर आले होते. अखेर न्यायालयाने त्या शिक्षकांना तात्पुरता दिलासा दिला. आता मात्र शालार्थ आयडी घोटाळा समोर आला. त्यामुळे या प्रकरणाची फाइल पुन्हा उघडणार काय? असा सवाल उपस्थित होत आहे.: [227, 848, 649, 962]
- plan-kicker: लोकप्रतिनिधींनी मांडल्या आपल्या समस्या : पालकमंत्री इंद्रनील नाईक यांची घोषणा: [318, 997, 963, 1023]
- website[interactable]: navarashtra.com: [675, 264, 821, 283]
- logo-gondia: गोंदिया: [342, 29, 727, 219]
- mic-fist-icon: ✊: [27, 1733, 83, 1789]
